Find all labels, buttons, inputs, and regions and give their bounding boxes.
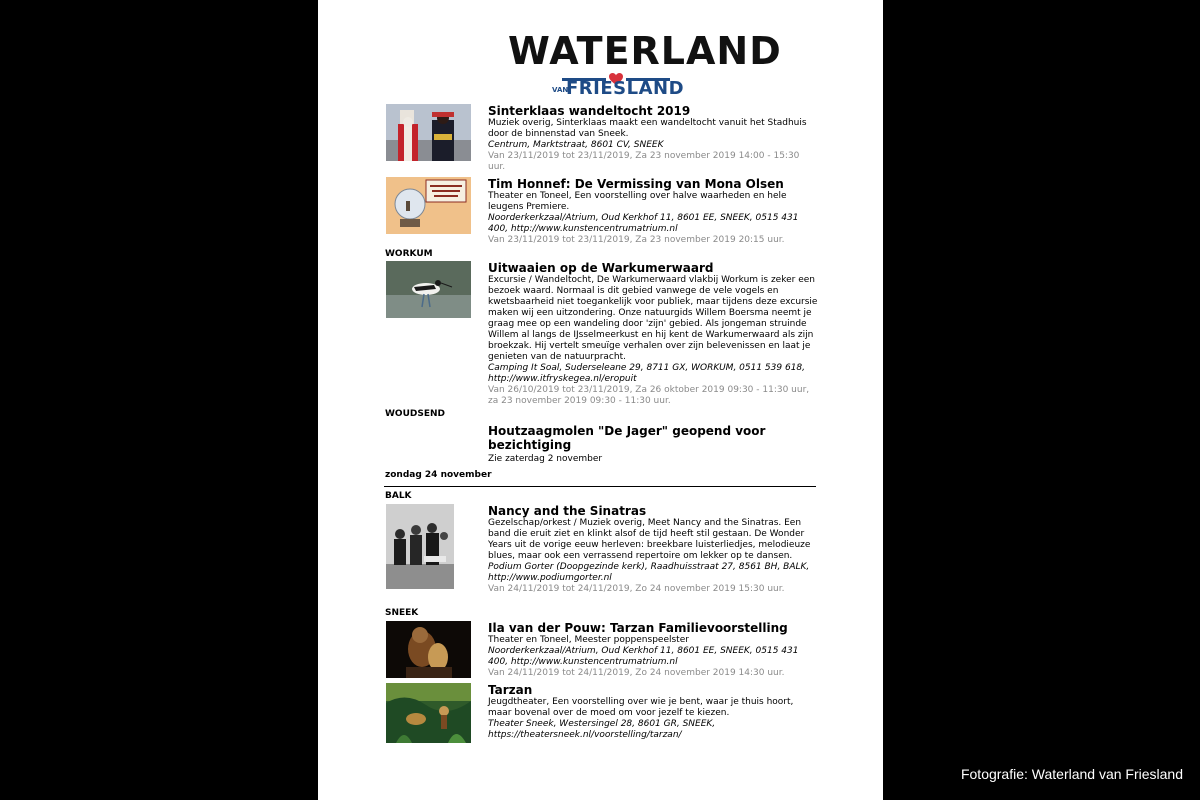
event-title: Houtzaagmolen "De Jager" geopend voor bezichtiging [488,424,766,452]
event-description: Muziek overig, Sinterklaas maakt een wandeltocht vanuit het Stadhuis door de binnenstad van Sneek. [488,118,807,139]
document-page [318,0,883,800]
logo-van-text: VAN [552,86,569,94]
event-date: Van 23/11/2019 tot 23/11/2019, Za 23 november 2019 14:00 - 15:30 uur. [488,151,800,172]
event-location: Theater Sneek, Westersingel 28, 8601 GR, SNEEK, https://theatersneek.nl/voorstelling/tarzan/ [488,719,716,740]
event-content [488,177,818,246]
event-title: Uitwaaien op de Warkumerwaard [488,261,714,275]
event-photo [386,261,471,318]
event-content [488,621,818,679]
photo-credit: Fotografie: Waterland van Friesland [960,766,1183,782]
event-location: Podium Gorter (Doopgezinde kerk), Raadhuisstraat 27, 8561 BH, BALK, http://www.podiumgorter.nl [488,562,810,583]
event-date: Van 23/11/2019 tot 23/11/2019, Za 23 november 2019 20:15 uur. [488,235,785,245]
event-content [488,104,818,173]
logo-wordmark: WATERLAND [508,29,782,73]
event-date: Van 24/11/2019 tot 24/11/2019, Zo 24 november 2019 14:30 uur. [488,668,785,678]
logo-friesland-text: FRIESLAND [566,78,685,99]
event-content [488,424,818,465]
event-title: Tarzan [488,683,533,697]
event-description: Theater en Toneel, Een voorstelling over halve waarheden en hele leugens Premiere. [488,191,787,212]
event-location: Camping It Soal, Suderseleane 29, 8711 GX, WORKUM, 0511 539 618, http://www.itfryskegea.nl/eropuit [488,363,806,384]
town-heading-sneek: SNEEK [385,608,419,618]
town-heading-woudsend: WOUDSEND [385,409,445,419]
event-photo [386,621,471,678]
event-photo [386,504,454,589]
event-location: Centrum, Marktstraat, 8601 CV, SNEEK [488,140,664,150]
day-heading: zondag 24 november [385,470,492,480]
town-heading-workum: WORKUM [385,249,433,259]
event-description: Excursie / Wandeltocht, De Warkumerwaard vlakbij Workum is zeker een bezoek waard. Normaal is dit gebied vanwege de vele vogels en kwetsbaarheid niet toegankelijk voor publiek, maar tijdens deze excursie maken wij een uitzondering. Onze natuurgids Willem Boersma neemt je graag mee op een wandeling door 'zijn' gebied. Als jongeman struinde Willem al langs de IJsselmeerkust en hij kent de Warkumerwaard als zijn broekzak. Hij vertelt smeuïge verhalen over zijn belevenissen en laat je genieten van de natuurpracht. [488,275,818,362]
event-date: Van 26/10/2019 tot 23/11/2019, Za 26 oktober 2019 09:30 - 11:30 uur, za 23 november 2019 09:30 - 11:30 uur. [488,385,810,406]
waterland-logo [508,29,782,102]
event-location: Noorderkerkzaal/Atrium, Oud Kerkhof 11, 8601 EE, SNEEK, 0515 431 400, http://www.kunstencentrumatrium.nl [488,213,799,234]
town-heading-balk: BALK [385,491,412,501]
event-description: Jeugdtheater, Een voorstelling over wie je bent, waar je thuis hoort, maar bovenal over de moed om voor jezelf te kiezen. [488,697,794,718]
event-description: Gezelschap/orkest / Muziek overig, Meet Nancy and the Sinatras. Een band die eruit ziet en klinkt alsof de tijd heeft stil gestaan. De Wonder Years uit de vorige eeuw herleven: breekbare luisterliedjes, melodieuze blues, maar ook een verrassend repertoire om lekker op te dansen. [488,518,811,561]
event-photo [386,683,471,743]
event-title: Nancy and the Sinatras [488,504,647,518]
event-description: Theater en Toneel, Meester poppenspeelster [488,635,689,645]
event-title: Sinterklaas wandeltocht 2019 [488,104,691,118]
event-description: Zie zaterdag 2 november [488,454,603,464]
event-content [488,683,818,741]
event-photo [386,104,471,161]
event-location: Noorderkerkzaal/Atrium, Oud Kerkhof 11, 8601 EE, SNEEK, 0515 431 400, http://www.kunstencentrumatrium.nl [488,646,799,667]
event-photo [386,177,471,234]
event-content [488,504,818,595]
day-divider [384,486,816,487]
event-date: Van 24/11/2019 tot 24/11/2019, Zo 24 november 2019 15:30 uur. [488,584,785,594]
event-title: Ila van der Pouw: Tarzan Familievoorstelling [488,621,788,635]
event-content [488,261,818,407]
logo-subline [508,74,693,100]
event-title: Tim Honnef: De Vermissing van Mona Olsen [488,177,784,191]
